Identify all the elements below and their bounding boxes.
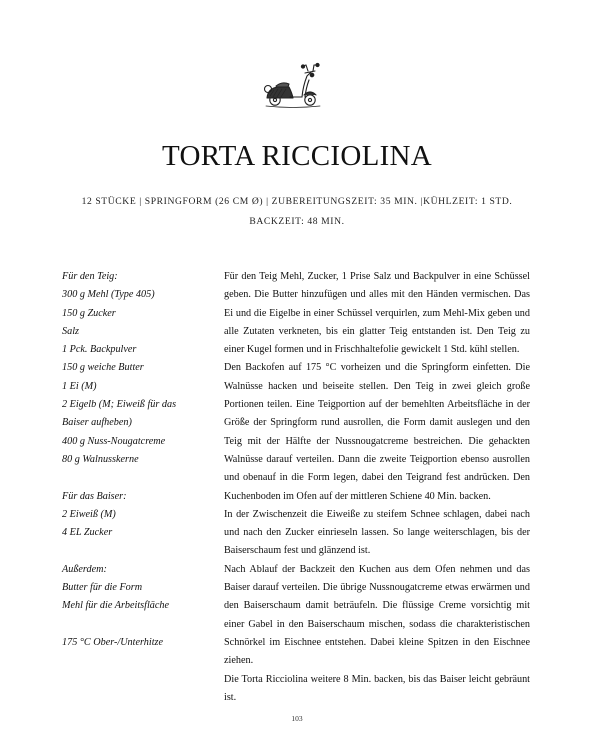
method-text bbox=[224, 268, 530, 707]
ingredients-heading-teig: Für den Teig: bbox=[62, 271, 118, 282]
ingredient-item: Salz bbox=[62, 325, 79, 337]
ingredients-heading-ausserdem: Außerdem: bbox=[62, 563, 107, 575]
ingredient-item: 2 Eiweiß (M) bbox=[62, 508, 116, 520]
method-step: Die Torta Ricciolina weitere 8 Min. backen, bis das Baiser leicht gebräunt ist. bbox=[224, 673, 530, 703]
ingredient-item: 4 EL Zucker bbox=[62, 527, 113, 539]
recipe-meta-line-2: BACKZEIT: 48 MIN. bbox=[249, 216, 345, 227]
recipe-title: TORTA RICCIOLINA bbox=[161, 140, 433, 172]
recipe-meta bbox=[60, 192, 534, 232]
spacer bbox=[62, 469, 212, 487]
ingredient-item: 1 Ei (M) bbox=[62, 380, 97, 392]
spacer bbox=[62, 542, 212, 560]
ingredient-item: 80 g Walnusskerne bbox=[62, 453, 139, 465]
ingredient-item: 400 g Nuss-Nougatcreme bbox=[62, 435, 166, 447]
page-number: 103 bbox=[291, 714, 303, 723]
ingredients-heading-baiser: Für das Baiser: bbox=[62, 490, 127, 502]
ingredient-item: 2 Eigelb (M; Eiweiß für das bbox=[62, 399, 177, 411]
ingredient-item: Butter für die Form bbox=[62, 582, 143, 594]
ingredient-item: Baiser aufheben) bbox=[62, 417, 132, 429]
ingredient-item: 150 g weiche Butter bbox=[62, 362, 144, 374]
recipe-meta-line-1: 12 STÜCKE | SPRINGFORM (26 CM Ø) | ZUBEREITUNGSZEIT: 35 MIN. |KÜHLZEIT: 1 STD. bbox=[81, 196, 513, 207]
vespa-scooter-icon bbox=[262, 62, 324, 110]
method-step: Den Backofen auf 175 °C vorheizen und die Springform einfetten. Die Walnüsse hacken und beiseite stellen. Den Teig in zwei gleich große Portionen teilen. Eine Teigportion auf der bemehlten Arbeitsfläche in der Größe der Springform rund ausrollen, die Form damit auslegen und den Teig mit der Hälfte der Nussnougatcreme bestreichen. Die gehackten Walnüsse darauf verteilen. Dann die zweite Teigportion ebenso ausrollen und obenauf in die Form legen, dabei den Teigrand fest andrücken. Den Kuchenboden im Ofen auf der mittleren Schiene 40 Min. backen. bbox=[224, 362, 530, 502]
method-step: In der Zwischenzeit die Eiweiße zu steifem Schnee schlagen, dabei nach und nach den Zucker einrieseln lassen. So lange weiterschlagen, bis der Baiserschaum fest und glänzend ist. bbox=[224, 508, 530, 557]
ingredients-list bbox=[62, 268, 212, 652]
ingredient-item: 1 Pck. Backpulver bbox=[62, 344, 137, 356]
ingredient-item: Mehl für die Arbeitsfläche bbox=[62, 600, 170, 612]
ingredient-item: 150 g Zucker bbox=[62, 307, 116, 319]
oven-setting: 175 °C Ober-/Unterhitze bbox=[62, 636, 164, 648]
method-step: Für den Teig Mehl, Zucker, 1 Prise Salz und Backpulver in eine Schüssel geben. Die Butter hinzufügen und alles mit den Händen vermischen. Das Ei und die Eigelbe in einer Schüssel verquirlen, zum Mehl-Mix geben und alle Zutaten verkneten, bis ein glatter Teig entstanden ist. Den Teig zu einer Kugel formen und in Frischhaltefolie gewickelt 1 Std. kühl stellen. bbox=[224, 271, 530, 356]
ingredient-item: 300 g Mehl (Type 405) bbox=[62, 289, 155, 301]
method-step: Nach Ablauf der Backzeit den Kuchen aus dem Ofen nehmen und das Baiser darauf verteilen. Die übrige Nussnougatcreme etwas erwärmen und den Baiserschaum damit beträufeln. Die flüssige Creme vorsichtig mit einer Gabel in den Baiserschaum mischen, sodass die charakteristischen Schnörkel im Eischnee entstehen. Dabei kleine Spitzen in den Eischnee ziehen. bbox=[224, 563, 530, 667]
spacer bbox=[62, 616, 212, 634]
